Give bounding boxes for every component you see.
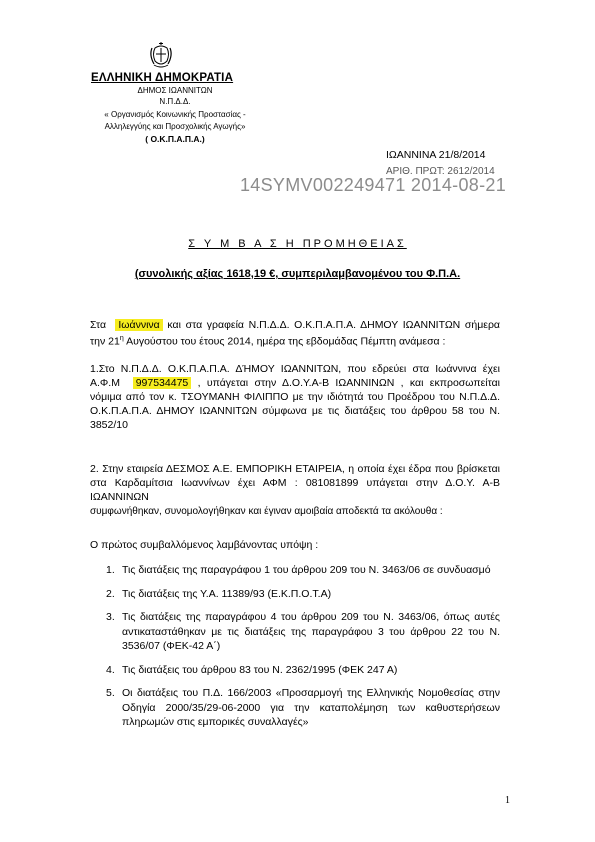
- page-number: 1: [505, 795, 510, 806]
- list-item: 5. Οι διατάξεις του Π.Δ. 166/2003 «Προσαρμογή της Ελληνικής Νομοθεσίας στην Οδηγία 2000/35/29-06-2000 για την καταπολέμηση των καθυστερήσεων πληρωμών στις εμπορικές συναλλαγές»: [106, 687, 500, 728]
- highlighted-afm: 997534475: [133, 377, 192, 389]
- organization-acronym: ( Ο.Κ.Π.Α.Π.Α.): [145, 134, 205, 144]
- intro-paragraph: Στα Ιωάννινα και στα γραφεία Ν.Π.Δ.Δ. Ο.Κ.Π.Α.Π.Α. ΔΗΜΟΥ ΙΩΑΝΝΙΤΩΝ σήμερα την $21^\eta$ Αυγούστου του έτους 2014, ημέρα της εβδομάδας Πέμπτη ανάμεσα :: [90, 319, 501, 348]
- party-two-paragraph: 2. Στην εταιρεία ΔΕΣΜΟΣ Α.Ε. ΕΜΠΟΡΙΚΗ ΕΤΑΙΡΕΙΑ, η οποία έχει έδρα που βρίσκεται στα Καρδαμίτσια Ιωαννίνων έχει ΑΦΜ : 081081899 υπάγεται στην Δ.Ο.Υ. Α-Β ΙΩΑΝΝΙΝΩΝ: [90, 463, 500, 503]
- document-subtitle: (συνολικής αξίας 1618,19 €, συμπεριλαμβανομένου του Φ.Π.Α.: [134, 268, 461, 280]
- first-party-intro: Ο πρώτος συμβαλλόμενος λαμβάνοντας υπόψη :: [90, 539, 319, 551]
- agreement-line: συμφωνήθηκαν, συνομολογήθηκαν και έγιναν αμοιβαία αποδεκτά τα ακόλουθα :: [90, 506, 443, 517]
- hellenic-republic-emblem-icon: [148, 40, 174, 70]
- list-item: 3. Τις διατάξεις της παραγράφου 4 του άρθρου 209 του Ν. 3463/06, όπως αυτές αντικαταστάθηκαν με τις διατάξεις της παραγράφου 3 του άρθρου 22 του Ν. 3536/07 (ΦΕΚ-42 Α΄): [106, 611, 500, 652]
- municipality-name: ΔΗΜΟΣ ΙΩΑΝΝΙΤΩΝ: [137, 86, 213, 95]
- protocol-number: ΑΡΙΘ. ΠΡΩΤ: 2612/2014: [386, 166, 495, 177]
- place-date: ΙΩΑΝΝΙΝΑ 21/8/2014: [386, 149, 486, 161]
- list-item: 1. Τις διατάξεις της παραγράφου 1 του άρθρου 209 του Ν. 3463/06 σε συνδυασμό: [106, 564, 491, 576]
- entity-type: Ν.Π.Δ.Δ.: [159, 97, 191, 106]
- provisions-list: [90, 563, 500, 730]
- registry-stamp: 14SYMV002249471 2014-08-21: [240, 175, 507, 195]
- party-one-paragraph: 1.Στο Ν.Π.Δ.Δ. Ο.Κ.Π.Α.Π.Α. ΔΉΜΟΥ ΙΩΑΝΝΙΤΩΝ, που εδρεύει στα Ιωάννινα έχει Α.Φ.Μ 997534475 , υπάγεται στην Δ.Ο.Υ.Α-Β ΙΩΑΝΝΙΝΩΝ , και εκπροσωπείται νόμιμα από τον κ. ΤΣΟΥΜΑΝΗ ΦΙΛΙΠΠΟ με την ιδιότητά του Προέδρου του Ν.Π.Δ.Δ. Ο.Κ.Π.Α.Π.Α. ΔΗΜΟΥ ΙΩΑΝΝΙΤΩΝ σύμφωνα με τις διατάξεις του άρθρου 58 του Ν. 3852/10: [90, 363, 500, 431]
- highlighted-city: Ιωάννινα: [115, 319, 162, 331]
- country-title: ΕΛΛΗΝΙΚΗ ΔΗΜΟΚΡΑΤΙΑ: [91, 72, 234, 84]
- document-title: Σ Υ Μ Β Α Σ Η ΠΡΟΜΗΘΕΙΑΣ: [188, 238, 407, 250]
- list-item: 2. Τις διατάξεις της Υ.Α. 11389/93 (Ε.Κ.Π.Ο.Τ.Α): [106, 587, 332, 600]
- organization-name-line1: « Οργανισμός Κοινωνικής Προστασίας -: [104, 110, 246, 119]
- organization-name-line2: Αλληλεγγύης και Προσχολικής Αγωγής»: [104, 122, 246, 131]
- list-item: 4. Τις διατάξεις του άρθρου 83 του Ν. 2362/1995 (ΦΕΚ 247 Α): [106, 663, 398, 676]
